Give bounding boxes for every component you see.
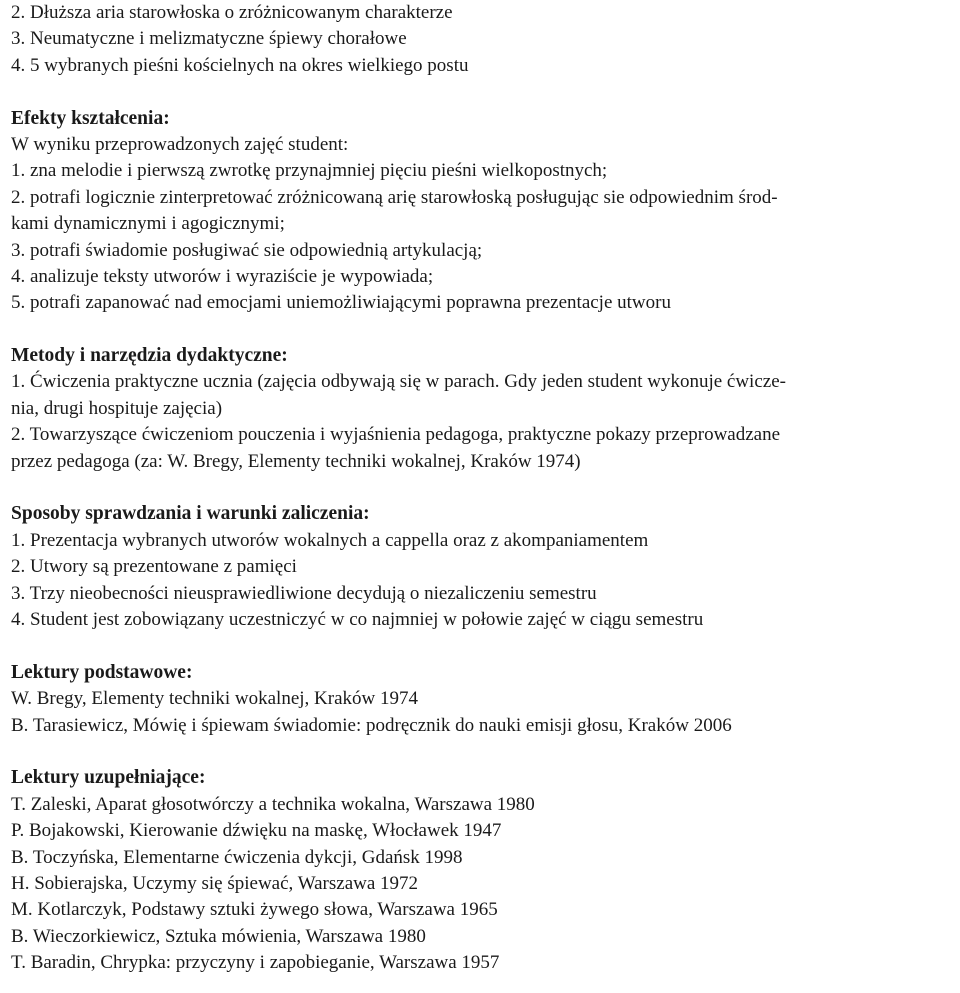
list-item: 4. 5 wybranych pieśni kościelnych na okres wielkiego postu: [11, 54, 469, 76]
text-line: W wyniku przeprowadzonych zajęć student:: [11, 133, 349, 155]
bibliography-entry: T. Baradin, Chrypka: przyczyny i zapobieganie, Warszawa 1957: [11, 952, 500, 974]
document-page: [11, 0, 956, 976]
bibliography-entry: B. Toczyńska, Elementarne ćwiczenia dykcji, Gdańsk 1998: [11, 846, 463, 868]
list-item: przez pedagoga (za: W. Bregy, Elementy techniki wokalnej, Kraków 1974): [11, 450, 581, 472]
section-heading-sposoby: Sposoby sprawdzania i warunki zaliczenia:: [11, 503, 370, 525]
bibliography-entry: B. Wieczorkiewicz, Sztuka mówienia, Warszawa 1980: [11, 925, 426, 947]
list-item: 2. Towarzyszące ćwiczeniom pouczenia i wyjaśnienia pedagoga, praktyczne pokazy przeprowadzane: [11, 424, 781, 446]
spacer: [11, 79, 956, 105]
list-item: 3. Neumatyczne i melizmatyczne śpiewy chorałowe: [11, 28, 407, 50]
list-item: 2. potrafi logicznie zinterpretować zróżnicowaną arię starowłoską posługując sie odpowiednim środ-: [11, 186, 778, 208]
list-item: 1. Prezentacja wybranych utworów wokalnych a cappella oraz z akompaniamentem: [11, 529, 649, 551]
list-item: 4. analizuje teksty utworów i wyraziście je wypowiada;: [11, 265, 434, 287]
section-heading-lektury-uzupelniajace: Lektury uzupełniające:: [11, 767, 206, 789]
bibliography-entry: W. Bregy, Elementy techniki wokalnej, Kraków 1974: [11, 688, 418, 710]
list-item: 1. Ćwiczenia praktyczne ucznia (zajęcia odbywają się w parach. Gdy jeden student wykonuje ćwicze-: [11, 371, 786, 393]
spacer: [11, 317, 956, 343]
spacer: [11, 739, 956, 765]
spacer: [11, 475, 956, 501]
section-heading-metody: Metody i narzędzia dydaktyczne:: [11, 345, 288, 367]
spacer: [11, 633, 956, 659]
bibliography-entry: B. Tarasiewicz, Mówię i śpiewam świadomie: podręcznik do nauki emisji głosu, Kraków 2006: [11, 714, 732, 736]
list-item: 2. Utwory są prezentowane z pamięci: [11, 556, 297, 578]
list-item: 4. Student jest zobowiązany uczestniczyć w co najmniej w połowie zajęć w ciągu semestru: [11, 608, 704, 630]
list-item: 3. potrafi świadomie posługiwać sie odpowiednią artykulacją;: [11, 239, 483, 261]
bibliography-entry: T. Zaleski, Aparat głosotwórczy a technika wokalna, Warszawa 1980: [11, 793, 535, 815]
list-item: nia, drugi hospituje zajęcia): [11, 397, 223, 419]
bibliography-entry: M. Kotlarczyk, Podstawy sztuki żywego słowa, Warszawa 1965: [11, 899, 498, 921]
list-item: kami dynamicznymi i agogicznymi;: [11, 213, 285, 235]
bibliography-entry: H. Sobierajska, Uczymy się śpiewać, Warszawa 1972: [11, 872, 419, 894]
section-heading-lektury-podstawowe: Lektury podstawowe:: [11, 661, 193, 683]
section-heading-efekty: Efekty kształcenia:: [11, 107, 170, 129]
list-item: 5. potrafi zapanować nad emocjami uniemożliwiającymi poprawna prezentacje utworu: [11, 292, 671, 314]
bibliography-entry: P. Bojakowski, Kierowanie dźwięku na maskę, Włocławek 1947: [11, 820, 502, 842]
list-item: 3. Trzy nieobecności nieusprawiedliwione decydują o niezaliczeniu semestru: [11, 582, 597, 604]
list-item: 2. Dłuższa aria starowłoska o zróżnicowanym charakterze: [11, 2, 453, 23]
list-item: 1. zna melodie i pierwszą zwrotkę przynajmniej pięciu pieśni wielkopostnych;: [11, 160, 608, 182]
